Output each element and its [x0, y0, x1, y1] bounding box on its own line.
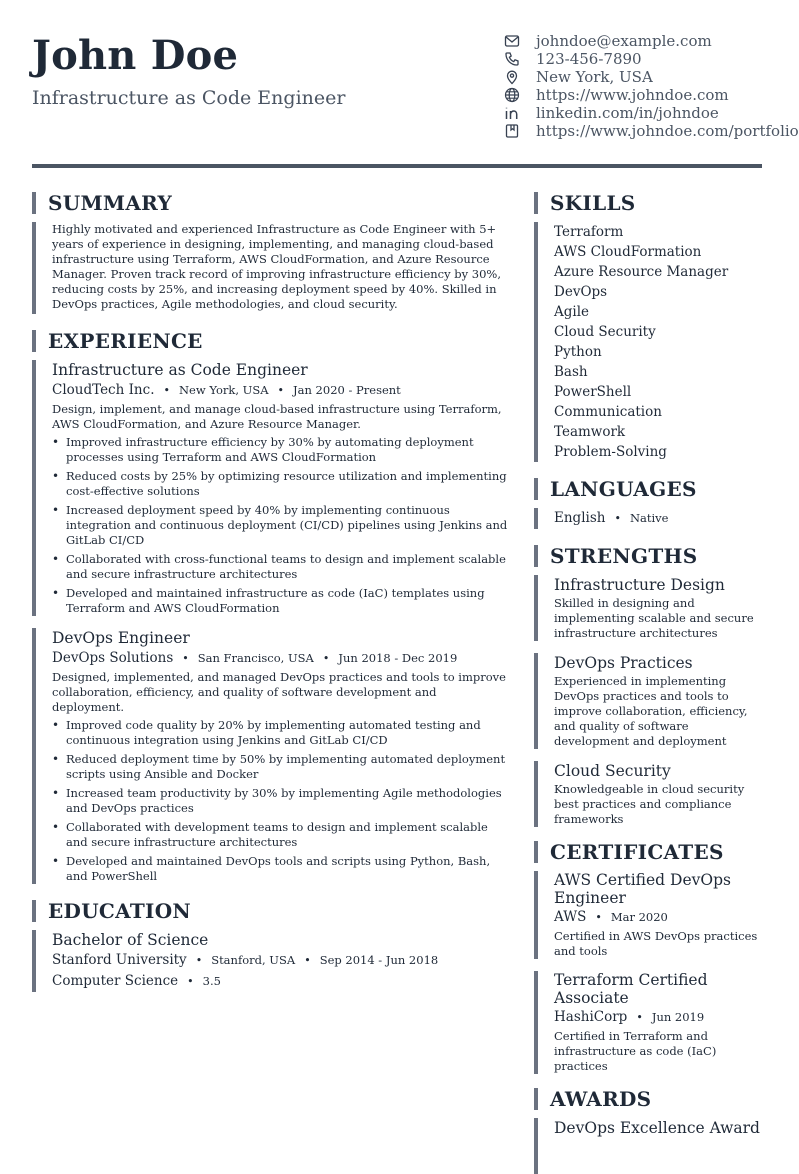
degree-title: Bachelor of Science	[52, 931, 209, 949]
education-section	[32, 900, 510, 992]
achievement-item: • Increased team productivity by 30% by implementing Agile methodologies and DevOps practices	[52, 786, 510, 816]
job-title: Infrastructure as Code Engineer	[52, 361, 308, 379]
achievement-item: • Increased deployment speed by 40% by implementing continuous integration and continuous deployment (CI/CD) pipelines using Jenkins and GitLab CI/CD	[52, 503, 510, 548]
main-column	[32, 192, 510, 992]
achievement-item: • Collaborated with development teams to design and implement scalable and secure infrastructure architectures	[52, 820, 510, 850]
contact-email[interactable]	[504, 32, 764, 50]
job-meta	[52, 648, 510, 669]
certificate-description: Certified in Terraform and infrastructure as code (IaC) practices	[554, 1029, 717, 1073]
linkedin-icon	[504, 105, 520, 121]
skills-heading: SKILLS	[534, 192, 764, 214]
certificate-item	[534, 971, 764, 1074]
skill-item: Azure Resource Manager	[554, 264, 729, 280]
skill-item: Cloud Security	[554, 324, 656, 340]
award-title: DevOps Excellence Award	[554, 1119, 760, 1137]
experience-heading: EXPERIENCE	[32, 330, 510, 352]
achievement-item: • Reduced deployment time by 50% by implementing automated deployment scripts using Ansible and Docker	[52, 752, 510, 782]
field-of-study: Computer Science	[52, 973, 179, 989]
experience-item	[32, 360, 510, 616]
separator-dot: •	[304, 954, 311, 967]
strengths-section	[534, 545, 764, 827]
summary-heading: SUMMARY	[32, 192, 510, 214]
strength-item	[534, 653, 764, 749]
education-meta	[52, 950, 510, 971]
certificate-issuer: AWS	[554, 909, 587, 925]
education-item	[32, 930, 510, 992]
summary-block	[32, 222, 510, 314]
language-level: Native	[629, 511, 669, 525]
school-location: Stanford, USA	[211, 953, 296, 967]
strength-description: Knowledgeable in cloud security best practices and compliance frameworks	[554, 782, 745, 826]
skill-item: PowerShell	[554, 384, 632, 400]
job-dates: Jan 2020 - Present	[293, 383, 401, 397]
language-name: English	[554, 510, 606, 526]
experience-section	[32, 330, 510, 884]
achievement-item: • Improved code quality by 20% by implementing automated testing and continuous integration using Jenkins and GitLab CI/CD	[52, 718, 510, 748]
job-company: CloudTech Inc.	[52, 382, 155, 398]
contact-website[interactable]	[504, 86, 764, 104]
portfolio-icon	[504, 123, 520, 139]
separator-dot: •	[277, 384, 285, 397]
separator-dot: •	[163, 384, 170, 397]
gpa: 3.5	[202, 974, 221, 988]
achievement-item: • Developed and maintained infrastructure as code (IaC) templates using Terraform and AWS CloudFormation	[52, 586, 510, 616]
job-title: DevOps Engineer	[52, 629, 190, 647]
separator-dot: •	[595, 911, 602, 924]
location-icon	[504, 69, 520, 85]
achievement-item: • Developed and maintained DevOps tools and scripts using Python, Bash, and PowerShell	[52, 854, 510, 884]
certificate-date: Mar 2020	[610, 910, 668, 924]
separator-dot: •	[195, 954, 203, 967]
contact-linkedin-text: linkedin.com/in/johndoe	[536, 104, 719, 122]
job-description: Design, implement, and manage cloud-based infrastructure using Terraform, AWS CloudFormation, and Azure Resource Manager.	[52, 402, 502, 431]
contact-linkedin[interactable]	[504, 104, 764, 122]
certificate-meta	[554, 1007, 764, 1028]
strength-item	[534, 761, 764, 827]
job-description: Designed, implemented, and managed DevOps practices and tools to improve collaboration, efficiency, and quality of software development and deployment.	[52, 670, 506, 714]
summary-text: Highly motivated and experienced Infrastructure as Code Engineer with 5+ years of experience in designing, implementing, and managing cloud-based infrastructure using Terraform, AWS CloudFormation, and Azure Resource Manager. Proven track record of improving infrastructure efficiency by 30%, reducing costs by 25%, and increasing deployment speed by 40%. Skilled in DevOps practices, Agile methodologies, and cloud security.	[52, 222, 502, 311]
skill-item: Bash	[554, 364, 588, 380]
skill-item: Teamwork	[554, 424, 626, 440]
skill-item: Terraform	[554, 224, 624, 240]
skill-item: DevOps	[554, 284, 608, 300]
certificate-description: Certified in AWS DevOps practices and tools	[554, 929, 758, 958]
separator-dot: •	[614, 512, 621, 525]
achievement-item: • Reduced costs by 25% by optimizing resource utilization and implementing cost-effective solutions	[52, 469, 510, 499]
separator-dot: •	[182, 652, 189, 665]
phone-icon	[504, 51, 520, 67]
separator-dot: •	[322, 652, 330, 665]
languages-section	[534, 478, 764, 529]
job-dates: Jun 2018 - Dec 2019	[338, 651, 458, 665]
contact-location	[504, 68, 764, 86]
strength-title: Infrastructure Design	[554, 576, 725, 594]
side-column	[534, 192, 764, 1174]
candidate-role: Infrastructure as Code Engineer	[32, 87, 346, 109]
education-field-row	[52, 971, 510, 992]
awards-heading: AWARDS	[534, 1088, 764, 1110]
contact-phone-text: 123-456-7890	[536, 50, 642, 68]
job-company: DevOps Solutions	[52, 650, 174, 666]
skill-item: Python	[554, 344, 602, 360]
contact-website-text: https://www.johndoe.com	[536, 86, 729, 104]
school-name: Stanford University	[52, 952, 187, 968]
skill-item: Problem-Solving	[554, 444, 667, 460]
strength-description: Experienced in implementing DevOps practices and tools to improve collaboration, efficiency, and quality of software development and deployment	[554, 674, 748, 748]
separator-dot: •	[187, 975, 194, 988]
certificate-issuer: HashiCorp	[554, 1009, 628, 1025]
certificate-title: AWS Certified DevOps Engineer	[554, 871, 731, 907]
language-row	[554, 508, 764, 529]
skill-item: Agile	[554, 304, 590, 320]
contact-portfolio[interactable]	[504, 122, 799, 140]
separator-dot: •	[636, 1011, 643, 1024]
strengths-heading: STRENGTHS	[534, 545, 764, 567]
contact-portfolio-text: https://www.johndoe.com/portfolio	[536, 122, 799, 140]
job-achievements	[52, 718, 510, 884]
contact-list	[504, 32, 799, 140]
certificate-title: Terraform Certified Associate	[554, 971, 708, 1007]
skills-section	[534, 192, 764, 462]
certificates-section	[534, 841, 764, 1074]
job-achievements	[52, 435, 510, 616]
certificate-meta	[554, 907, 764, 928]
languages-heading: LANGUAGES	[534, 478, 764, 500]
education-dates: Sep 2014 - Jun 2018	[319, 953, 439, 967]
strength-title: DevOps Practices	[554, 654, 693, 672]
summary-section	[32, 192, 510, 314]
skills-list	[534, 222, 764, 462]
strength-description: Skilled in designing and implementing scalable and secure infrastructure architectures	[554, 596, 754, 640]
header-divider	[32, 164, 762, 168]
education-heading: EDUCATION	[32, 900, 510, 922]
experience-item	[32, 628, 510, 884]
contact-email-text: johndoe@example.com	[536, 32, 712, 50]
globe-icon	[504, 87, 520, 103]
award-item	[534, 1118, 764, 1174]
achievement-item: • Collaborated with cross-functional teams to design and implement scalable and secure infrastructure architectures	[52, 552, 510, 582]
language-item	[534, 508, 764, 529]
mail-icon	[504, 33, 520, 49]
candidate-name: John Doe	[32, 32, 239, 79]
contact-location-text: New York, USA	[536, 68, 653, 86]
strength-title: Cloud Security	[554, 762, 671, 780]
skill-item: AWS CloudFormation	[554, 244, 702, 260]
contact-phone[interactable]	[504, 50, 764, 68]
job-location: San Francisco, USA	[197, 651, 314, 665]
certificates-heading: CERTIFICATES	[534, 841, 764, 863]
awards-section	[534, 1088, 764, 1174]
job-location: New York, USA	[178, 383, 269, 397]
strength-item	[534, 575, 764, 641]
achievement-item: • Improved infrastructure efficiency by 30% by automating deployment processes using Terraform and AWS CloudFormation	[52, 435, 510, 465]
job-meta	[52, 380, 510, 401]
skill-item: Communication	[554, 404, 662, 420]
resume-header	[32, 0, 799, 168]
certificate-item	[534, 871, 764, 959]
certificate-date: Jun 2019	[651, 1010, 705, 1024]
